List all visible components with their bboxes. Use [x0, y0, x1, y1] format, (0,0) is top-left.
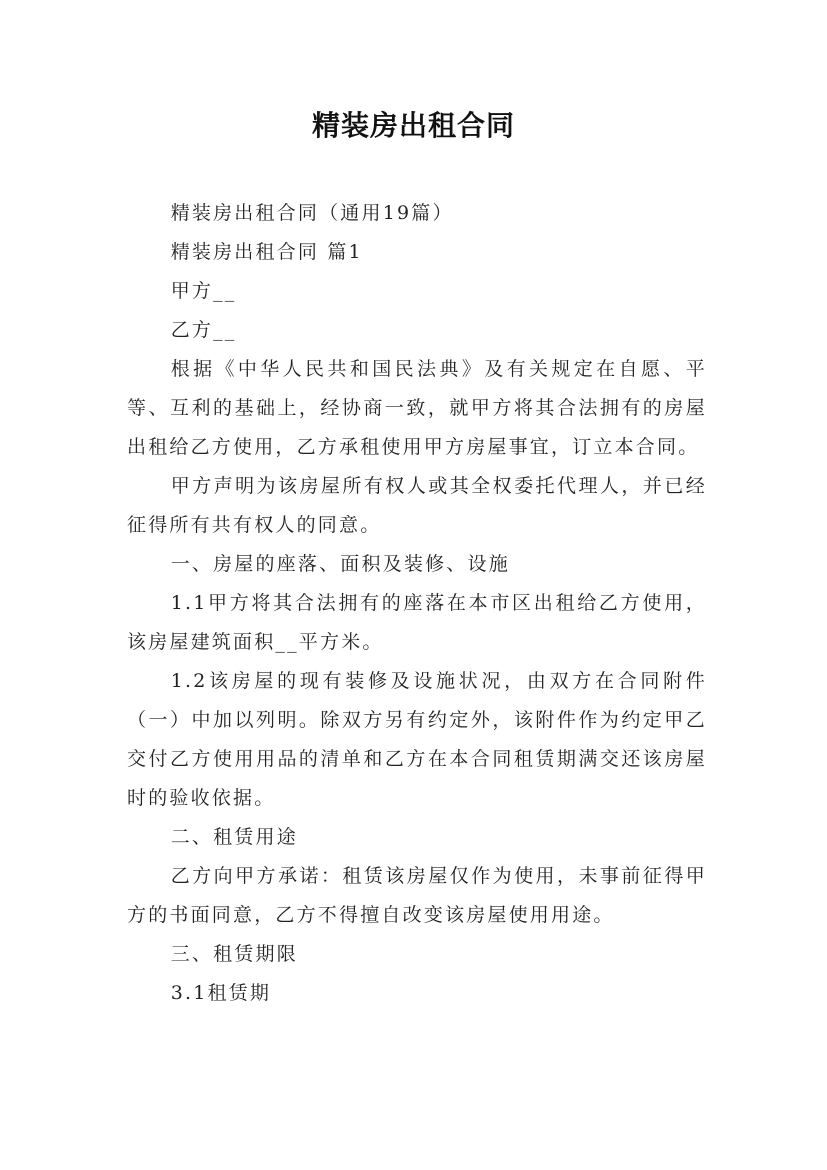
- paragraph-preamble: 根据《中华人民共和国民法典》及有关规定在自愿、平等、互利的基础上，经协商一致，就甲方将其合法拥有的房屋出租给乙方使用，乙方承租使用甲方房屋事宜，订立本合同。: [127, 358, 707, 458]
- paragraph-heading-3: 三、租赁期限: [170, 943, 298, 965]
- paragraph-party-a: 甲方__: [170, 280, 237, 302]
- paragraph-clause-1-2: 1.2该房屋的现有装修及设施状况，由双方在合同附件（一）中加以列明。除双方另有约定外，该附件作为约定甲乙交付乙方使用用品的清单和乙方在本合同租赁期满交还该房屋时的验收依据。: [127, 670, 707, 809]
- paragraph-declaration: 甲方声明为该房屋所有权人或其全权委托代理人，并已经征得所有共有权人的同意。: [127, 475, 707, 536]
- paragraph-heading-2: 二、租赁用途: [170, 826, 298, 848]
- paragraph-subtitle: 精装房出租合同（通用19篇）: [170, 202, 454, 224]
- paragraph-clause-2: 乙方向甲方承诺：租赁该房屋仅作为使用，未事前征得甲方的书面同意，乙方不得擅自改变该房屋使用用途。: [127, 865, 707, 926]
- paragraph-clause-3-1: 3.1租赁期: [170, 982, 272, 1004]
- paragraph-section-heading: 精装房出租合同 篇1: [170, 241, 363, 263]
- document-body: [127, 194, 707, 1013]
- paragraph-party-b: 乙方__: [170, 319, 237, 341]
- paragraph-clause-1-1: 1.1甲方将其合法拥有的座落在本市区出租给乙方使用，该房屋建筑面积__平方米。: [127, 592, 707, 653]
- paragraph-heading-1: 一、房屋的座落、面积及装修、设施: [170, 553, 510, 575]
- document-title: 精装房出租合同: [311, 109, 515, 142]
